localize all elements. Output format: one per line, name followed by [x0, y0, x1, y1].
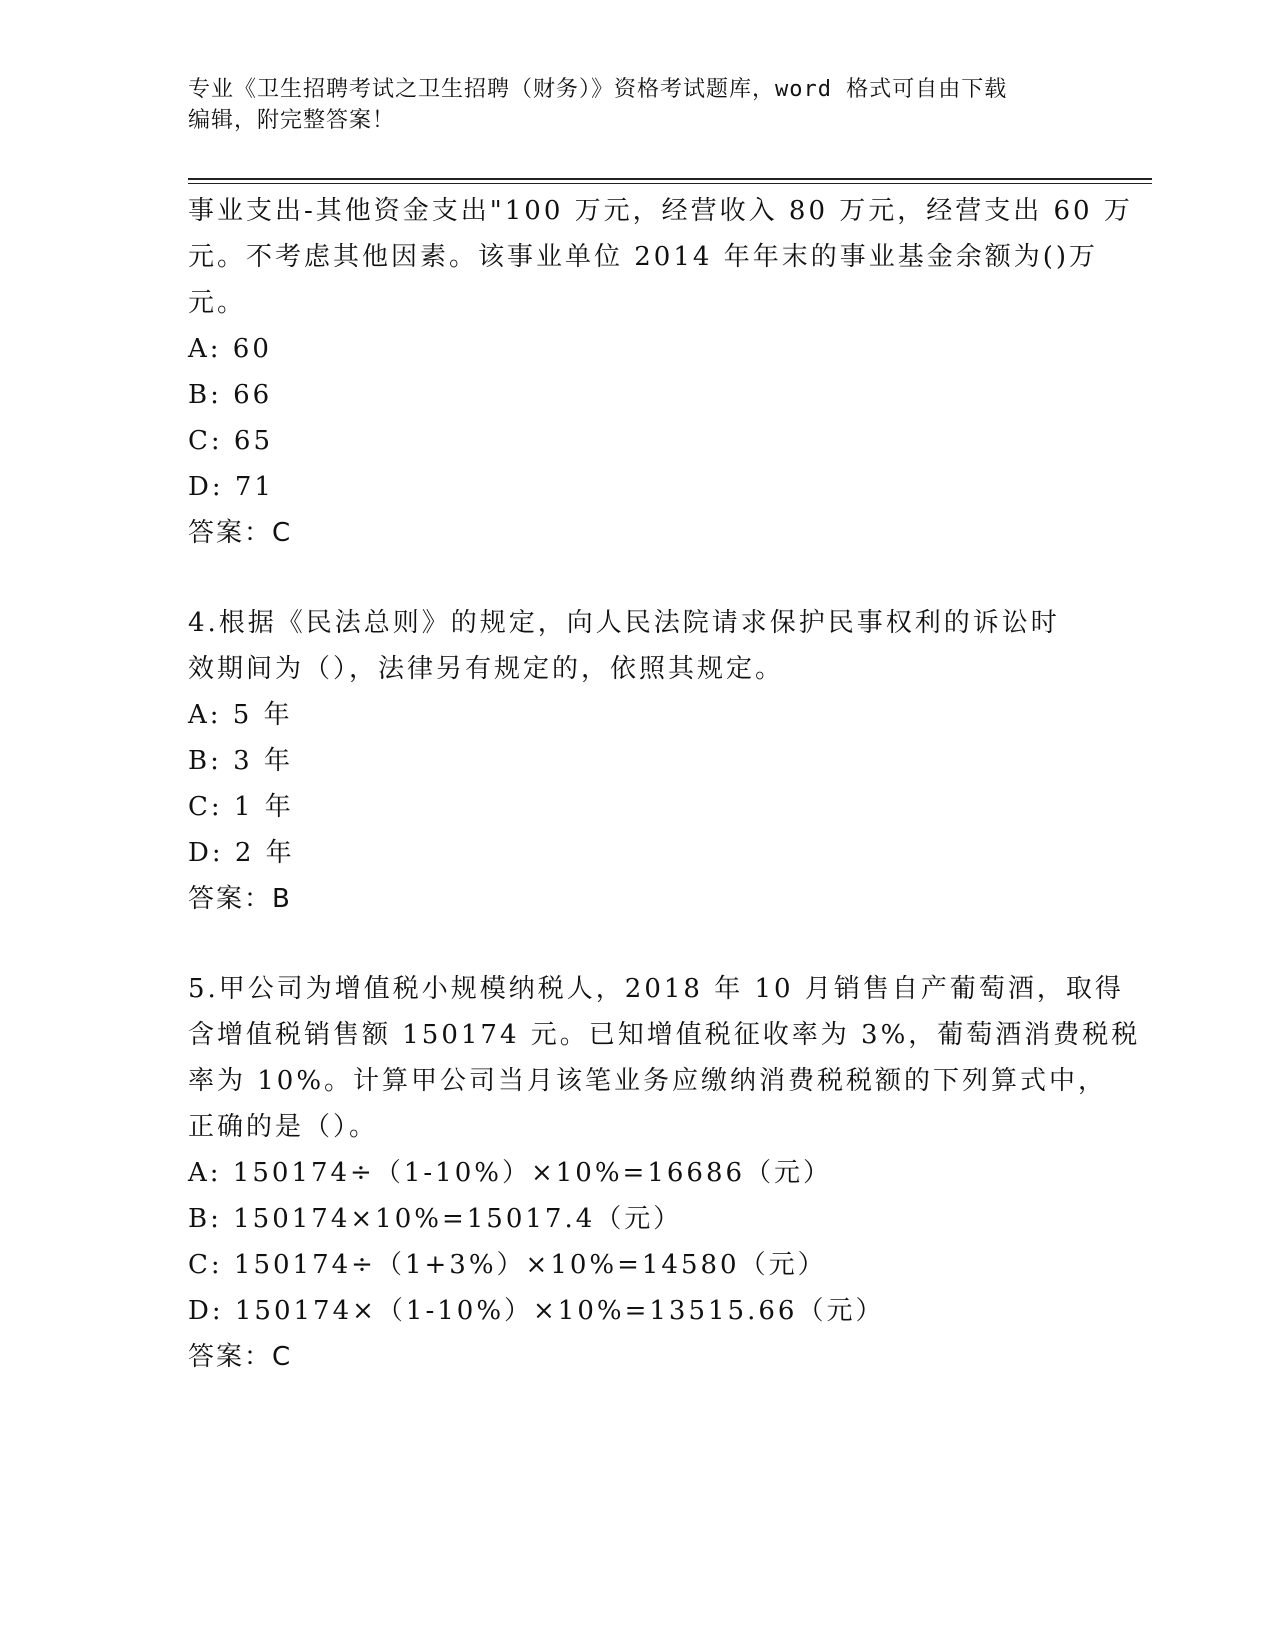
header-line-1: 专业《卫生招聘考试之卫生招聘（财务）》资格考试题库，word 格式可自由下载 — [188, 77, 1008, 102]
question-spacer — [188, 556, 1088, 600]
question-4 — [188, 600, 1088, 922]
option-a: A: 150174÷（1-10%）×10%=16686（元） — [188, 1158, 833, 1188]
question-stem-line: 元。 — [188, 288, 247, 318]
header-divider-thin — [188, 183, 1152, 184]
question-5 — [188, 966, 1141, 1380]
question-stem-line: 5.甲公司为增值税小规模纳税人，2018 年 10 月销售自产葡萄酒，取得 — [188, 974, 1124, 1004]
question-stem-line: 效期间为（），法律另有规定的，依照其规定。 — [188, 654, 785, 684]
answer-line: 答案：C — [188, 518, 293, 548]
answer-line: 答案：B — [188, 884, 292, 914]
option-d: D: 71 — [188, 472, 274, 502]
option-a: A: 5 年 — [188, 700, 293, 730]
header-line-2: 编辑，附完整答案！ — [188, 108, 396, 133]
question-stem-line: 4.根据《民法总则》的规定，向人民法院请求保护民事权利的诉讼时 — [188, 608, 1060, 638]
document-header — [188, 74, 1088, 136]
option-c: C: 150174÷（1+3%）×10%=14580（元） — [188, 1250, 827, 1280]
question-stem-line: 元。不考虑其他因素。该事业单位 2014 年年末的事业基金余额为()万 — [188, 242, 1098, 272]
option-d: D: 2 年 — [188, 838, 295, 868]
question-stem-line: 事业支出-其他资金支出"100 万元，经营收入 80 万元，经营支出 60 万 — [188, 196, 1133, 226]
option-d: D: 150174×（1-10%）×10%=13515.66（元） — [188, 1296, 885, 1326]
answer-line: 答案：C — [188, 1342, 293, 1372]
option-c: C: 1 年 — [188, 792, 294, 822]
option-b: B: 3 年 — [188, 746, 293, 776]
question-stem-line: 率为 10%。计算甲公司当月该笔业务应缴纳消费税税额的下列算式中， — [188, 1066, 1108, 1096]
question-spacer — [188, 922, 1088, 966]
header-divider-thick — [188, 178, 1152, 180]
option-b: B: 66 — [188, 380, 273, 410]
option-b: B: 150174×10%=15017.4（元） — [188, 1204, 683, 1234]
question-stem-line: 正确的是（）。 — [188, 1112, 379, 1142]
option-a: A: 60 — [188, 334, 272, 364]
option-c: C: 65 — [188, 426, 274, 456]
question-stem-line: 含增值税销售额 150174 元。已知增值税征收率为 3%，葡萄酒消费税税 — [188, 1020, 1141, 1050]
question-3 — [188, 188, 1133, 556]
question-list — [188, 188, 1141, 1380]
